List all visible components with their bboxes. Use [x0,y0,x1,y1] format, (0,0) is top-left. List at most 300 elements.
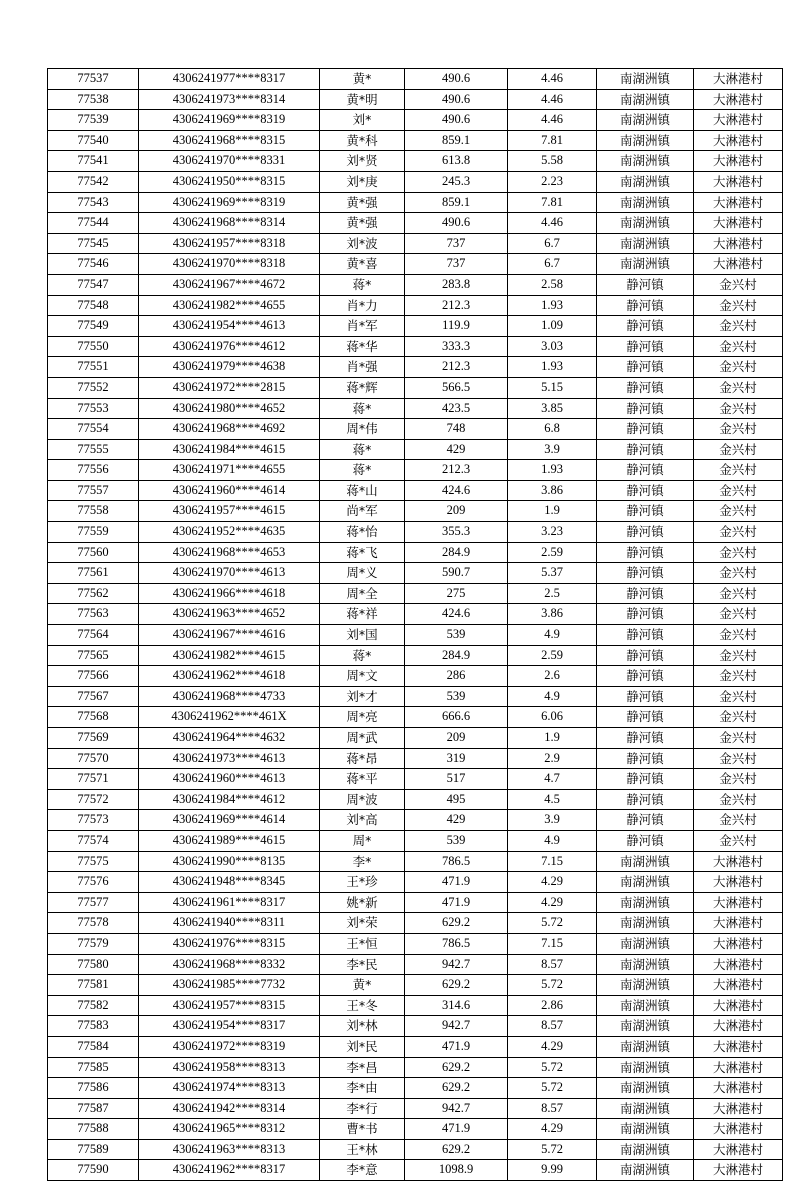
cell-town: 静河镇 [597,830,694,851]
cell-amount2: 1.9 [508,728,597,749]
cell-id_number: 4306241965****8312 [139,1119,320,1140]
cell-town: 静河镇 [597,666,694,687]
cell-name: 蒋*祥 [320,604,405,625]
cell-village: 金兴村 [694,316,783,337]
cell-seq: 77565 [48,645,139,666]
cell-village: 金兴村 [694,501,783,522]
cell-id_number: 4306241968****8314 [139,213,320,234]
cell-amount1: 490.6 [405,89,508,110]
cell-seq: 77557 [48,480,139,501]
cell-id_number: 4306241984****4615 [139,439,320,460]
cell-town: 静河镇 [597,542,694,563]
cell-town: 静河镇 [597,645,694,666]
cell-name: 周*亮 [320,707,405,728]
cell-name: 刘*庚 [320,171,405,192]
cell-id_number: 4306241954****8317 [139,1016,320,1037]
cell-id_number: 4306241977****8317 [139,69,320,90]
cell-town: 静河镇 [597,789,694,810]
table-row [48,1160,783,1181]
table-row [48,89,783,110]
cell-amount1: 490.6 [405,110,508,131]
table-row [48,913,783,934]
cell-name: 刘*林 [320,1016,405,1037]
cell-name: 黄* [320,69,405,90]
cell-village: 大淋港村 [694,851,783,872]
cell-amount1: 209 [405,728,508,749]
cell-village: 金兴村 [694,583,783,604]
cell-seq: 77568 [48,707,139,728]
cell-seq: 77560 [48,542,139,563]
cell-amount2: 4.46 [508,213,597,234]
cell-village: 金兴村 [694,274,783,295]
cell-name: 李*行 [320,1098,405,1119]
cell-id_number: 4306241950****8315 [139,171,320,192]
cell-name: 黄*强 [320,192,405,213]
cell-amount2: 2.59 [508,542,597,563]
cell-name: 蒋*平 [320,769,405,790]
table-row [48,583,783,604]
cell-id_number: 4306241973****8314 [139,89,320,110]
cell-seq: 77575 [48,851,139,872]
cell-town: 静河镇 [597,625,694,646]
cell-id_number: 4306241972****2815 [139,377,320,398]
cell-seq: 77556 [48,460,139,481]
cell-id_number: 4306241989****4615 [139,830,320,851]
cell-amount2: 7.15 [508,933,597,954]
cell-seq: 77546 [48,254,139,275]
cell-village: 金兴村 [694,748,783,769]
cell-seq: 77564 [48,625,139,646]
cell-amount2: 2.86 [508,995,597,1016]
cell-town: 静河镇 [597,274,694,295]
cell-seq: 77552 [48,377,139,398]
cell-name: 李*民 [320,954,405,975]
cell-amount1: 629.2 [405,975,508,996]
cell-village: 大淋港村 [694,1139,783,1160]
cell-seq: 77566 [48,666,139,687]
cell-town: 静河镇 [597,377,694,398]
cell-name: 姚*新 [320,892,405,913]
cell-amount2: 4.9 [508,830,597,851]
cell-village: 大淋港村 [694,213,783,234]
cell-amount2: 4.5 [508,789,597,810]
table-row [48,789,783,810]
cell-amount2: 4.46 [508,69,597,90]
cell-village: 金兴村 [694,830,783,851]
cell-town: 南湖洲镇 [597,171,694,192]
cell-id_number: 4306241962****4618 [139,666,320,687]
cell-amount1: 429 [405,810,508,831]
cell-amount2: 2.9 [508,748,597,769]
cell-name: 王*冬 [320,995,405,1016]
cell-name: 蒋*怡 [320,522,405,543]
table-row [48,336,783,357]
cell-village: 金兴村 [694,728,783,749]
cell-town: 南湖洲镇 [597,975,694,996]
cell-name: 王*林 [320,1139,405,1160]
cell-name: 刘*民 [320,1036,405,1057]
cell-amount2: 4.46 [508,110,597,131]
cell-village: 大淋港村 [694,254,783,275]
table-row [48,357,783,378]
cell-amount1: 517 [405,769,508,790]
cell-amount2: 4.9 [508,625,597,646]
cell-id_number: 4306241968****4653 [139,542,320,563]
table-row [48,769,783,790]
cell-amount2: 7.81 [508,130,597,151]
cell-amount2: 2.6 [508,666,597,687]
cell-id_number: 4306241968****8332 [139,954,320,975]
cell-amount2: 7.81 [508,192,597,213]
cell-amount2: 3.86 [508,604,597,625]
cell-id_number: 4306241979****4638 [139,357,320,378]
cell-id_number: 4306241968****4733 [139,686,320,707]
cell-village: 金兴村 [694,563,783,584]
cell-village: 金兴村 [694,604,783,625]
cell-id_number: 4306241963****8313 [139,1139,320,1160]
cell-amount1: 590.7 [405,563,508,584]
cell-id_number: 4306241972****8319 [139,1036,320,1057]
cell-amount1: 490.6 [405,213,508,234]
cell-amount2: 4.29 [508,1036,597,1057]
cell-name: 蒋*山 [320,480,405,501]
cell-name: 刘*波 [320,233,405,254]
cell-id_number: 4306241984****4612 [139,789,320,810]
table-row [48,274,783,295]
cell-name: 黄*科 [320,130,405,151]
table-row [48,830,783,851]
table-row [48,748,783,769]
cell-village: 金兴村 [694,398,783,419]
cell-town: 静河镇 [597,460,694,481]
cell-name: 蒋* [320,398,405,419]
cell-seq: 77548 [48,295,139,316]
cell-id_number: 4306241962****8317 [139,1160,320,1181]
cell-seq: 77587 [48,1098,139,1119]
cell-seq: 77547 [48,274,139,295]
cell-amount1: 423.5 [405,398,508,419]
cell-amount1: 629.2 [405,1078,508,1099]
table-row [48,130,783,151]
cell-amount1: 355.3 [405,522,508,543]
cell-name: 刘*贤 [320,151,405,172]
table-row [48,316,783,337]
cell-name: 刘*国 [320,625,405,646]
table-row [48,1016,783,1037]
cell-id_number: 4306241976****4612 [139,336,320,357]
cell-name: 蒋*飞 [320,542,405,563]
table-row [48,975,783,996]
table-row [48,460,783,481]
cell-town: 南湖洲镇 [597,233,694,254]
cell-seq: 77589 [48,1139,139,1160]
cell-village: 金兴村 [694,810,783,831]
cell-village: 金兴村 [694,522,783,543]
cell-town: 南湖洲镇 [597,1119,694,1140]
table-body [48,69,783,1181]
cell-amount1: 737 [405,233,508,254]
cell-id_number: 4306241985****7732 [139,975,320,996]
cell-amount2: 4.9 [508,686,597,707]
cell-amount2: 4.29 [508,892,597,913]
cell-village: 大淋港村 [694,1098,783,1119]
cell-village: 金兴村 [694,686,783,707]
table-row [48,213,783,234]
cell-amount2: 1.93 [508,295,597,316]
cell-village: 金兴村 [694,419,783,440]
cell-village: 大淋港村 [694,151,783,172]
cell-amount1: 942.7 [405,1098,508,1119]
cell-amount1: 786.5 [405,933,508,954]
cell-seq: 77572 [48,789,139,810]
cell-amount2: 6.06 [508,707,597,728]
cell-amount2: 5.37 [508,563,597,584]
table-row [48,439,783,460]
cell-town: 南湖洲镇 [597,933,694,954]
cell-id_number: 4306241952****4635 [139,522,320,543]
cell-amount2: 6.7 [508,254,597,275]
cell-town: 南湖洲镇 [597,954,694,975]
cell-amount1: 942.7 [405,954,508,975]
cell-town: 南湖洲镇 [597,151,694,172]
cell-town: 静河镇 [597,295,694,316]
cell-id_number: 4306241963****4652 [139,604,320,625]
cell-name: 周*全 [320,583,405,604]
cell-amount1: 859.1 [405,192,508,213]
table-row [48,851,783,872]
cell-town: 静河镇 [597,707,694,728]
cell-name: 周*波 [320,789,405,810]
cell-amount2: 3.9 [508,439,597,460]
cell-seq: 77553 [48,398,139,419]
table-row [48,1139,783,1160]
cell-village: 大淋港村 [694,89,783,110]
cell-id_number: 4306241969****8319 [139,192,320,213]
cell-seq: 77559 [48,522,139,543]
table-row [48,645,783,666]
cell-village: 金兴村 [694,645,783,666]
cell-seq: 77561 [48,563,139,584]
cell-amount1: 859.1 [405,130,508,151]
cell-id_number: 4306241980****4652 [139,398,320,419]
cell-name: 周*伟 [320,419,405,440]
cell-amount1: 333.3 [405,336,508,357]
cell-town: 静河镇 [597,563,694,584]
cell-id_number: 4306241948****8345 [139,872,320,893]
table-row [48,892,783,913]
cell-name: 李*意 [320,1160,405,1181]
cell-seq: 77570 [48,748,139,769]
cell-amount2: 2.5 [508,583,597,604]
cell-name: 周* [320,830,405,851]
cell-id_number: 4306241990****8135 [139,851,320,872]
cell-village: 大淋港村 [694,975,783,996]
cell-seq: 77579 [48,933,139,954]
cell-id_number: 4306241967****4672 [139,274,320,295]
cell-amount2: 5.72 [508,975,597,996]
cell-id_number: 4306241960****4614 [139,480,320,501]
cell-amount1: 613.8 [405,151,508,172]
cell-seq: 77574 [48,830,139,851]
cell-amount1: 319 [405,748,508,769]
cell-seq: 77537 [48,69,139,90]
cell-town: 静河镇 [597,522,694,543]
cell-village: 金兴村 [694,377,783,398]
cell-amount1: 539 [405,686,508,707]
cell-amount1: 539 [405,830,508,851]
cell-village: 大淋港村 [694,110,783,131]
cell-amount2: 1.09 [508,316,597,337]
cell-town: 静河镇 [597,810,694,831]
cell-id_number: 4306241940****8311 [139,913,320,934]
cell-amount1: 737 [405,254,508,275]
cell-id_number: 4306241942****8314 [139,1098,320,1119]
cell-id_number: 4306241969****4614 [139,810,320,831]
cell-village: 金兴村 [694,357,783,378]
cell-amount1: 284.9 [405,645,508,666]
cell-name: 蒋* [320,645,405,666]
cell-village: 大淋港村 [694,1119,783,1140]
cell-amount1: 284.9 [405,542,508,563]
cell-seq: 77538 [48,89,139,110]
cell-amount1: 212.3 [405,295,508,316]
cell-village: 大淋港村 [694,171,783,192]
cell-amount2: 4.29 [508,1119,597,1140]
cell-id_number: 4306241968****4692 [139,419,320,440]
table-row [48,686,783,707]
cell-amount2: 3.86 [508,480,597,501]
cell-amount1: 942.7 [405,1016,508,1037]
table-row [48,377,783,398]
cell-town: 南湖洲镇 [597,872,694,893]
cell-amount2: 5.72 [508,913,597,934]
cell-amount2: 9.99 [508,1160,597,1181]
cell-amount2: 1.93 [508,357,597,378]
cell-town: 南湖洲镇 [597,254,694,275]
table-row [48,171,783,192]
cell-name: 李*由 [320,1078,405,1099]
cell-seq: 77562 [48,583,139,604]
cell-amount2: 1.9 [508,501,597,522]
subsidy-table [47,68,783,1181]
cell-village: 大淋港村 [694,995,783,1016]
cell-seq: 77580 [48,954,139,975]
cell-name: 刘*才 [320,686,405,707]
cell-id_number: 4306241958****8313 [139,1057,320,1078]
cell-village: 大淋港村 [694,1078,783,1099]
cell-name: 蒋*辉 [320,377,405,398]
cell-id_number: 4306241962****461X [139,707,320,728]
cell-amount2: 8.57 [508,954,597,975]
cell-seq: 77573 [48,810,139,831]
table-row [48,1036,783,1057]
cell-amount1: 748 [405,419,508,440]
table-row [48,542,783,563]
cell-village: 大淋港村 [694,233,783,254]
cell-name: 肖*军 [320,316,405,337]
cell-amount2: 2.23 [508,171,597,192]
cell-name: 刘* [320,110,405,131]
cell-town: 静河镇 [597,419,694,440]
cell-id_number: 4306241957****4615 [139,501,320,522]
table-row [48,192,783,213]
cell-amount2: 4.7 [508,769,597,790]
cell-id_number: 4306241970****8318 [139,254,320,275]
cell-village: 大淋港村 [694,954,783,975]
cell-village: 大淋港村 [694,1016,783,1037]
cell-town: 南湖洲镇 [597,1057,694,1078]
cell-village: 大淋港村 [694,130,783,151]
cell-name: 周*文 [320,666,405,687]
table-row [48,954,783,975]
cell-village: 金兴村 [694,789,783,810]
cell-id_number: 4306241982****4615 [139,645,320,666]
cell-amount2: 3.23 [508,522,597,543]
cell-village: 大淋港村 [694,1036,783,1057]
cell-id_number: 4306241970****4613 [139,563,320,584]
cell-name: 肖*强 [320,357,405,378]
cell-name: 李* [320,851,405,872]
cell-amount2: 7.15 [508,851,597,872]
table-row [48,933,783,954]
cell-name: 蒋*昂 [320,748,405,769]
cell-id_number: 4306241957****8315 [139,995,320,1016]
cell-seq: 77540 [48,130,139,151]
cell-seq: 77577 [48,892,139,913]
cell-town: 静河镇 [597,769,694,790]
cell-amount2: 5.58 [508,151,597,172]
cell-amount1: 212.3 [405,460,508,481]
cell-name: 周*义 [320,563,405,584]
cell-amount1: 471.9 [405,892,508,913]
cell-seq: 77576 [48,872,139,893]
cell-amount2: 5.15 [508,377,597,398]
cell-town: 静河镇 [597,583,694,604]
table-row [48,728,783,749]
table-row [48,480,783,501]
cell-seq: 77585 [48,1057,139,1078]
cell-amount1: 424.6 [405,480,508,501]
cell-seq: 77588 [48,1119,139,1140]
cell-amount2: 3.85 [508,398,597,419]
cell-amount2: 6.7 [508,233,597,254]
cell-amount2: 6.8 [508,419,597,440]
cell-seq: 77554 [48,419,139,440]
cell-town: 南湖洲镇 [597,1016,694,1037]
table-row [48,604,783,625]
cell-seq: 77539 [48,110,139,131]
cell-amount2: 5.72 [508,1139,597,1160]
cell-town: 静河镇 [597,439,694,460]
cell-name: 黄*喜 [320,254,405,275]
cell-town: 南湖洲镇 [597,892,694,913]
cell-seq: 77550 [48,336,139,357]
table-row [48,707,783,728]
cell-town: 静河镇 [597,336,694,357]
table-row [48,295,783,316]
table-row [48,1057,783,1078]
cell-amount1: 786.5 [405,851,508,872]
cell-name: 蒋*华 [320,336,405,357]
table-row [48,810,783,831]
cell-name: 刘*高 [320,810,405,831]
cell-town: 南湖洲镇 [597,213,694,234]
cell-seq: 77582 [48,995,139,1016]
cell-seq: 77542 [48,171,139,192]
cell-village: 大淋港村 [694,913,783,934]
cell-amount1: 495 [405,789,508,810]
cell-village: 金兴村 [694,460,783,481]
